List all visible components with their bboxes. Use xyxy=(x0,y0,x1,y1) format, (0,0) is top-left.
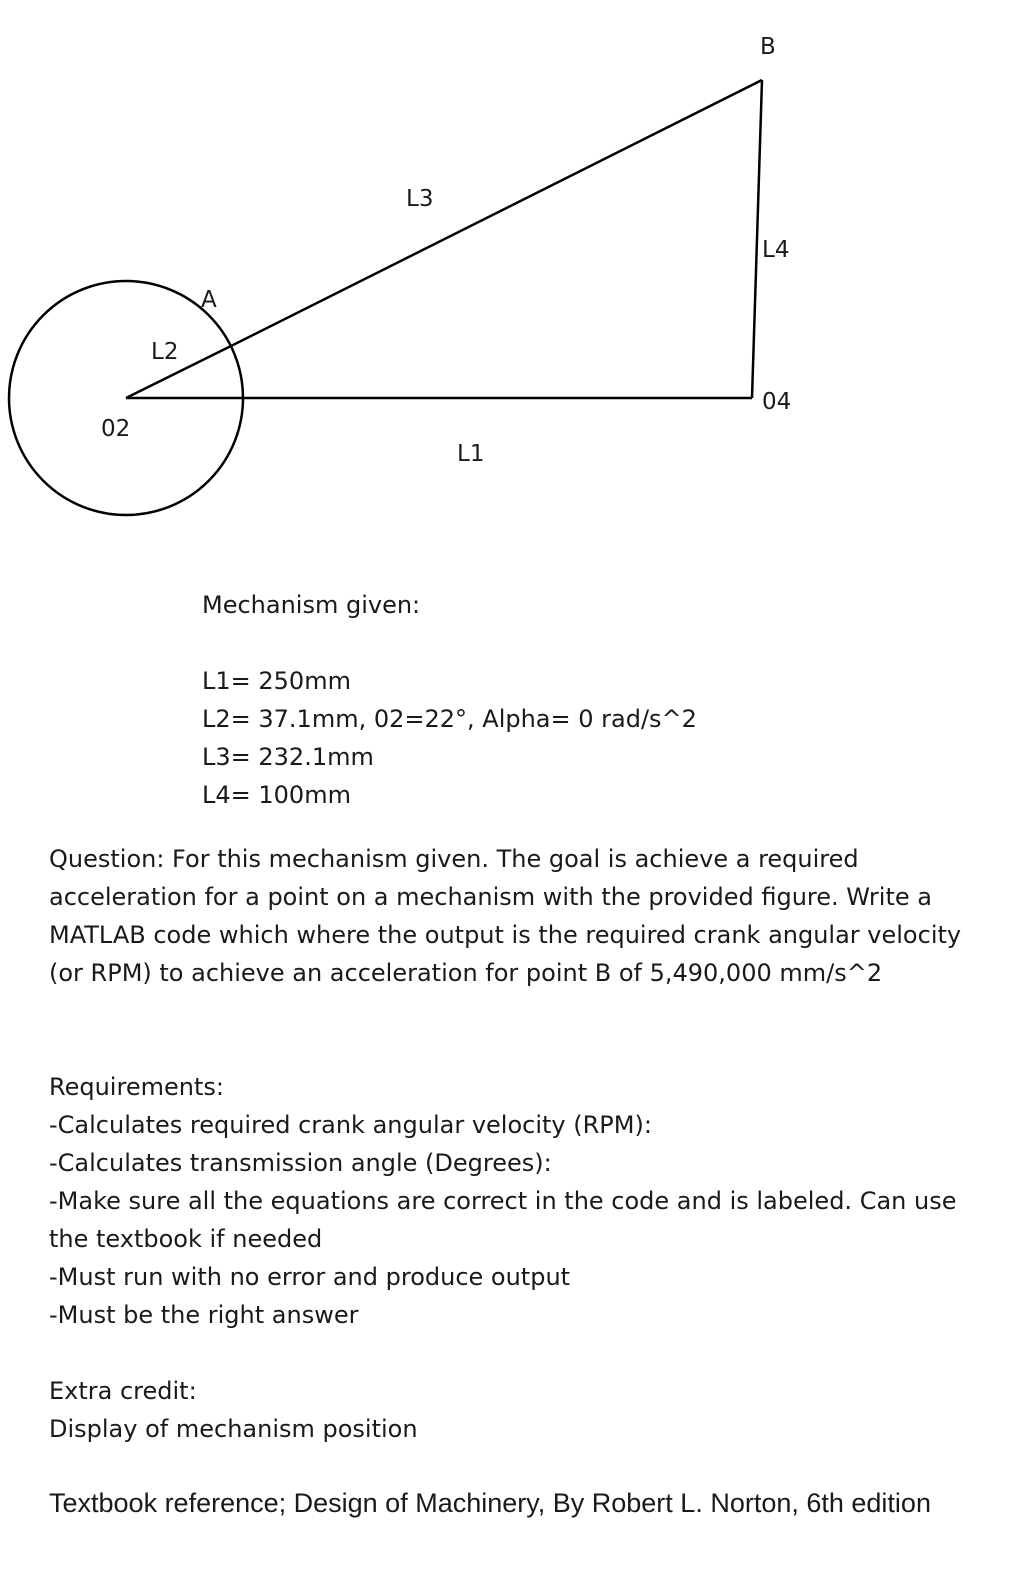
requirement-item: -Must run with no error and produce output xyxy=(49,1263,571,1291)
label-l4: L4 xyxy=(762,237,790,263)
label-a: A xyxy=(201,287,217,313)
given-heading: Mechanism given: xyxy=(202,591,421,619)
label-l2: L2 xyxy=(151,339,179,365)
label-l1: L1 xyxy=(457,441,485,467)
given-line-l3: L3= 232.1mm xyxy=(202,743,374,771)
label-o2: 02 xyxy=(101,416,131,442)
requirements-heading: Requirements: xyxy=(49,1073,224,1101)
textbook-reference: Textbook reference; Design of Machinery, By Robert L. Norton, 6th edition xyxy=(49,1488,931,1518)
given-line-l2: L2= 37.1mm, 02=22°, Alpha= 0 rad/s^2 xyxy=(202,705,697,733)
link-l2 xyxy=(126,345,233,398)
given-line-l1: L1= 250mm xyxy=(202,667,351,695)
requirement-item: -Calculates required crank angular velocity (RPM): xyxy=(49,1111,652,1139)
requirement-item: -Must be the right answer xyxy=(49,1301,359,1329)
requirement-item: -Calculates transmission angle (Degrees): xyxy=(49,1149,552,1177)
given-line-l4: L4= 100mm xyxy=(202,781,351,809)
mechanism-diagram xyxy=(0,0,1022,540)
link-l3 xyxy=(233,80,762,345)
requirement-item: -Make sure all the equations are correct in the code and is labeled. Can use the textbook if needed xyxy=(49,1187,965,1253)
question-text: Question: For this mechanism given. The goal is achieve a required acceleration for a point on a mechanism with the provided figure. Write a MATLAB code which where the output is the required crank angular velocity (or RPM) to achieve an acceleration for point B of 5,490,000 mm/s^2 xyxy=(49,845,969,987)
extra-credit-heading: Extra credit: xyxy=(49,1377,197,1405)
label-l3: L3 xyxy=(406,186,434,212)
label-o4: 04 xyxy=(762,389,792,415)
link-l4 xyxy=(752,80,762,398)
label-b: B xyxy=(760,34,776,60)
extra-credit-text: Display of mechanism position xyxy=(49,1415,418,1443)
